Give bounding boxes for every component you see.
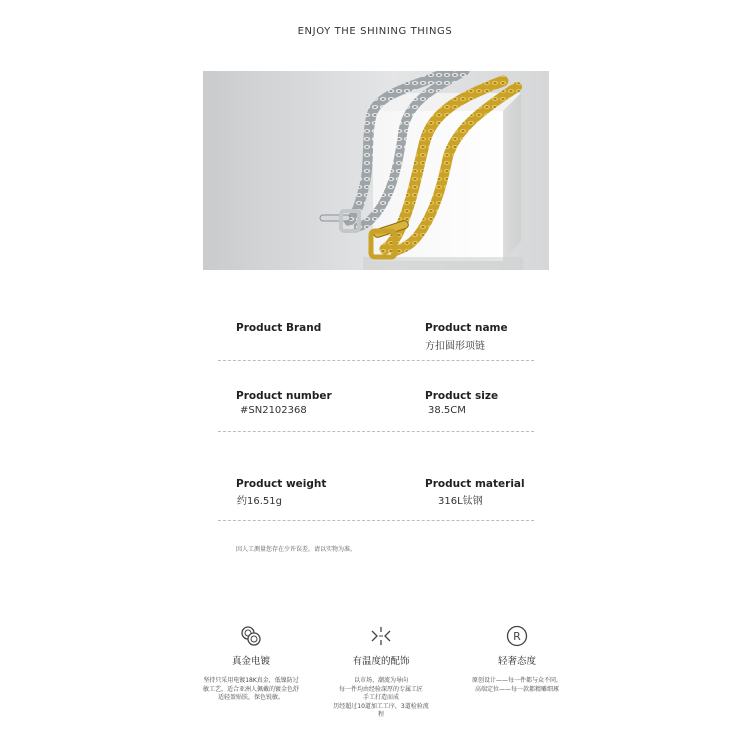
divider-3 [218,520,534,521]
sparkle-arrows-icon [369,624,393,648]
product-weight-label: Product weight [236,478,327,490]
desc-line: 以市场、潮流为导向 [353,677,408,684]
feature-description [442,677,592,694]
desc-line: 高端定位——每一款都精雕细琢 [474,685,559,693]
desc-line: 敏工艺，适合亚洲人佩戴的镀金色舒 [202,685,299,693]
coins-icon [239,624,263,648]
product-material-value: 316L钛钢 [438,496,483,507]
desc-line: 适轻盈贴肤，保色锐敏。 [217,694,284,701]
product-brand-label: Product Brand [236,322,322,334]
product-name-value: 方扣圆形项链 [425,341,485,352]
divider-2 [218,431,534,432]
product-size-value: 38.5CM [428,405,466,416]
necklace-photo [203,71,549,270]
feature-title: 轻奢态度 [497,656,536,667]
feature-light-luxury [442,624,592,694]
desc-line: 手工打造而成 [362,694,399,701]
desc-line: 程 [377,711,384,718]
feature-gold-plating [176,624,326,703]
desc-line: 每一件均由经验深厚的专属工匠 [338,685,423,693]
feature-title: 有温度的配饰 [352,656,410,667]
registered-icon [505,624,529,648]
product-number-label: Product number [236,390,332,402]
divider-1 [218,360,534,361]
feature-warm-accessory [306,624,456,720]
desc-line: 坚持只采用电镀18K真金，低镍防过 [203,677,299,684]
feature-title: 真金电镀 [231,656,270,667]
svg-text:R: R [513,630,521,643]
product-photo [203,71,549,270]
desc-line: 原创设计——每一件都与众不同， [471,677,562,684]
feature-description [306,677,456,720]
product-size-label: Product size [425,390,499,402]
feature-description [176,677,326,703]
product-material-label: Product material [425,478,525,490]
product-number-value: #SN2102368 [240,405,307,416]
tagline: ENJOY THE SHINING THINGS [297,26,453,37]
product-weight-value: 约16.51g [237,496,282,507]
product-name-label: Product name [425,322,508,334]
measurement-disclaimer: 因人工测量您存在少许误差，请以实物为准。 [236,546,357,553]
desc-line: 历经超过10道加工工序，3道检验流 [333,702,429,710]
